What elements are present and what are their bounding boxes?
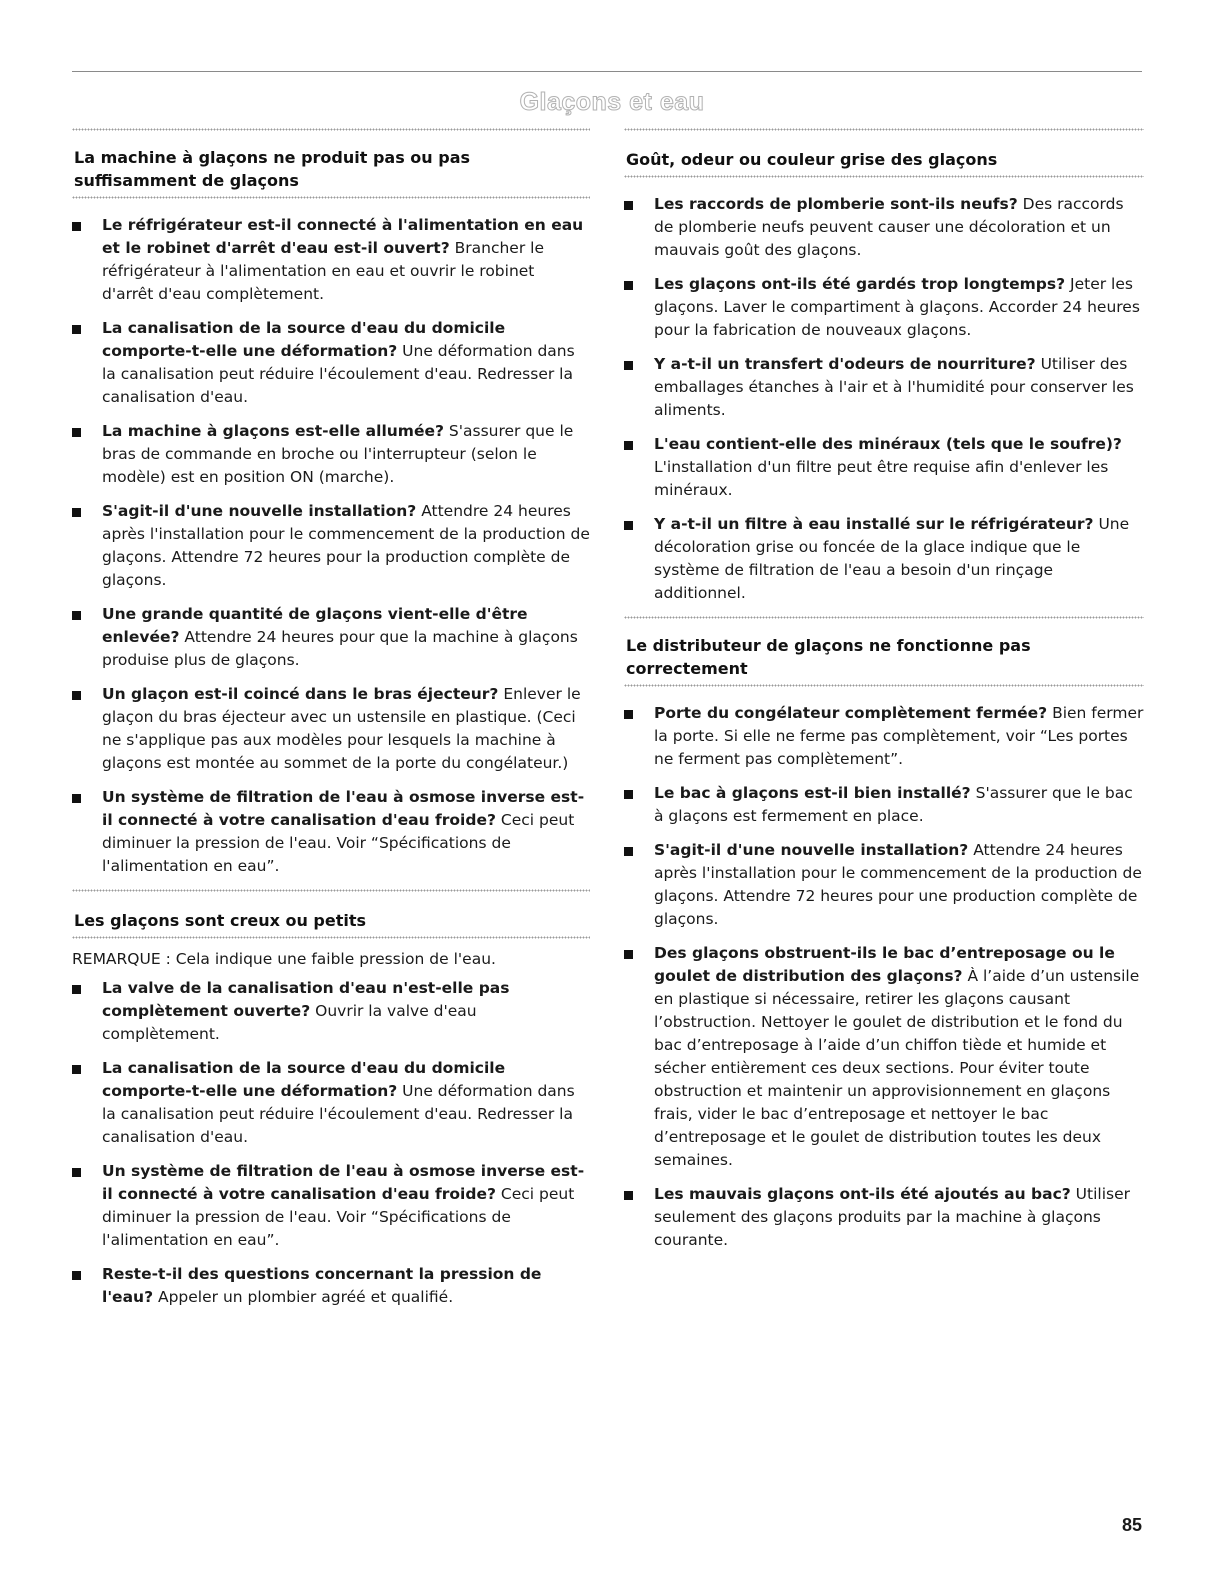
section-heading: Le distributeur de glaçons ne fonctionne pas correctement (626, 636, 1031, 678)
list-item (624, 353, 1144, 422)
list-item (72, 683, 590, 775)
list-item (72, 1160, 590, 1252)
item-question: Un glaçon est-il coincé dans le bras éjecteur? (102, 685, 499, 703)
page-number: 85 (1121, 1515, 1142, 1535)
item-answer: Appeler un plombier agréé et qualifié. (153, 1288, 454, 1306)
bullet-icon (624, 790, 633, 799)
section-taste-odor-color (624, 128, 1144, 605)
item-list (624, 193, 1144, 605)
section-rule-top (72, 128, 590, 132)
item-question: L'eau contient-elle des minéraux (tels que le soufre)? (654, 435, 1122, 453)
bullet-icon (72, 222, 81, 231)
bullet-icon (624, 1191, 633, 1200)
item-answer: Utiliser des emballages étanches à l'air et à l'humidité pour conserver les aliments. (654, 355, 1134, 419)
list-item (624, 273, 1144, 342)
item-answer: Ceci peut diminuer la pression de l'eau. Voir “Spécifications de l'alimentation en eau”. (102, 1185, 575, 1249)
item-question: Y a-t-il un filtre à eau installé sur le réfrigérateur? (654, 515, 1094, 533)
bullet-icon (72, 428, 81, 437)
item-answer: Attendre 24 heures après l'installation pour le commencement de la production de glaçons. Attendre 72 heures pour la production complète de glaçons. (102, 502, 590, 589)
list-item (624, 433, 1144, 502)
section-dispenser-not-working (624, 616, 1144, 1252)
list-item (624, 782, 1144, 828)
item-answer: S'assurer que le bac à glaçons est fermement en place. (654, 784, 1133, 825)
page-title: Glaçons et eau (519, 88, 705, 116)
item-list (72, 214, 590, 878)
bullet-icon (624, 281, 633, 290)
section-rule-top (624, 616, 1144, 620)
item-list (72, 977, 590, 1309)
list-item (72, 1057, 590, 1149)
item-question: Reste-t-il des questions concernant la pression de l'eau? (102, 1265, 542, 1306)
bullet-icon (624, 361, 633, 370)
list-item (624, 942, 1144, 1172)
item-question: Une grande quantité de glaçons vient-elle d'être enlevée? (102, 605, 528, 646)
item-answer: Une déformation dans la canalisation peut réduire l'écoulement d'eau. Redresser la canalisation d'eau. (102, 342, 575, 406)
item-answer: Jeter les glaçons. Laver le compartiment à glaçons. Accorder 24 heures pour la fabrication de nouveaux glaçons. (654, 275, 1140, 339)
item-answer: Attendre 24 heures après l'installation pour le commencement de la production de glaçons. Attendre 72 heures pour une production complète de glaçons. (654, 841, 1142, 928)
bullet-icon (624, 441, 633, 450)
list-item (624, 513, 1144, 605)
list-item (72, 977, 590, 1046)
section-heading: Goût, odeur ou couleur grise des glaçons (626, 150, 998, 169)
right-column (624, 128, 1144, 1263)
item-question: Un système de filtration de l'eau à osmose inverse est-il connecté à votre canalisation d'eau froide? (102, 788, 585, 829)
section-heading: La machine à glaçons ne produit pas ou pas suffisamment de glaçons (74, 148, 471, 190)
item-answer: L'installation d'un filtre peut être requise afin d'enlever les minéraux. (654, 458, 1109, 499)
item-question: La valve de la canalisation d'eau n'est-elle pas complètement ouverte? (102, 979, 510, 1020)
bullet-icon (624, 710, 633, 719)
item-question: S'agit-il d'une nouvelle installation? (654, 841, 969, 859)
bullet-icon (624, 950, 633, 959)
section-heading: Les glaçons sont creux ou petits (74, 911, 367, 930)
item-question: La machine à glaçons est-elle allumée? (102, 422, 444, 440)
bullet-icon (624, 521, 633, 530)
bullet-icon (72, 691, 81, 700)
bullet-icon (72, 1065, 81, 1074)
section-rule-bottom (72, 936, 590, 940)
section-rule-top (72, 889, 590, 893)
item-answer: Ceci peut diminuer la pression de l'eau. Voir “Spécifications de l'alimentation en eau”. (102, 811, 575, 875)
top-rule (72, 71, 1142, 72)
item-answer: S'assurer que le bras de commande en broche ou l'interrupteur (selon le modèle) est en position ON (marche). (102, 422, 574, 486)
section-ice-maker-not-producing (72, 128, 590, 878)
item-question: Des glaçons obstruent-ils le bac d’entreposage ou le goulet de distribution des glaçons? (654, 944, 1115, 985)
list-item (72, 1263, 590, 1309)
item-answer: Ouvrir la valve d'eau complètement. (102, 1002, 477, 1043)
list-item (624, 702, 1144, 771)
bullet-icon (72, 611, 81, 620)
item-question: Les glaçons ont-ils été gardés trop longtemps? (654, 275, 1066, 293)
bullet-icon (72, 325, 81, 334)
bullet-icon (72, 1168, 81, 1177)
item-answer: Une déformation dans la canalisation peut réduire l'écoulement d'eau. Redresser la canalisation d'eau. (102, 1082, 575, 1146)
list-item (72, 214, 590, 306)
list-item (72, 500, 590, 592)
section-rule-bottom (624, 684, 1144, 688)
bullet-icon (72, 508, 81, 517)
item-answer: Des raccords de plomberie neufs peuvent causer une décoloration et un mauvais goût des glaçons. (654, 195, 1124, 259)
item-list (624, 702, 1144, 1252)
list-item (72, 786, 590, 878)
item-question: Un système de filtration de l'eau à osmose inverse est-il connecté à votre canalisation d'eau froide? (102, 1162, 585, 1203)
item-answer: Attendre 24 heures pour que la machine à glaçons produise plus de glaçons. (102, 628, 578, 669)
item-question: Le réfrigérateur est-il connecté à l'alimentation en eau et le robinet d'arrêt d'eau est-il ouvert? (102, 216, 584, 257)
item-question: Y a-t-il un transfert d'odeurs de nourriture? (654, 355, 1036, 373)
bullet-icon (72, 1271, 81, 1280)
item-answer: À l’aide d’un ustensile en plastique si nécessaire, retirer les glaçons causant l’obstruction. Nettoyer le goulet de distribution et le fond du bac d’entreposage à l’aide d’un chiffon tiède et humide et sécher entièrement ces deux sections. Pour éviter toute obstruction et maintenir un approvisionnement en glaçons frais, vider le bac d’entreposage et nettoyer le bac d’entreposage et le goulet de distribution toutes les deux semaines. (654, 967, 1140, 1169)
list-item (72, 603, 590, 672)
item-answer: Brancher le réfrigérateur à l'alimentation en eau et ouvrir le robinet d'arrêt d'eau complètement. (102, 239, 544, 303)
bullet-icon (624, 201, 633, 210)
section-hollow-small-ice (72, 889, 590, 1309)
left-column (72, 128, 590, 1320)
item-answer: Une décoloration grise ou foncée de la glace indique que le système de filtration de l'eau a besoin d'un rinçage additionnel. (654, 515, 1130, 602)
item-answer: Bien fermer la porte. Si elle ne ferme pas complètement, voir “Les portes ne ferment pas complètement”. (654, 704, 1144, 768)
item-question: Le bac à glaçons est-il bien installé? (654, 784, 971, 802)
item-answer: Utiliser seulement des glaçons produits par la machine à glaçons courante. (654, 1185, 1131, 1249)
item-question: Les mauvais glaçons ont-ils été ajoutés au bac? (654, 1185, 1071, 1203)
list-item (624, 193, 1144, 262)
section-rule-bottom (72, 196, 590, 200)
item-question: S'agit-il d'une nouvelle installation? (102, 502, 417, 520)
section-rule-top (624, 128, 1144, 132)
list-item (72, 420, 590, 489)
item-question: La canalisation de la source d'eau du domicile comporte-t-elle une déformation? (102, 1059, 506, 1100)
bullet-icon (72, 794, 81, 803)
item-question: Les raccords de plomberie sont-ils neufs? (654, 195, 1018, 213)
list-item (624, 1183, 1144, 1252)
bullet-icon (72, 985, 81, 994)
item-question: Porte du congélateur complètement fermée? (654, 704, 1048, 722)
bullet-icon (624, 847, 633, 856)
note-text: REMARQUE : Cela indique une faible pression de l'eau. (72, 950, 496, 968)
list-item (72, 317, 590, 409)
list-item (624, 839, 1144, 931)
section-rule-bottom (624, 175, 1144, 179)
item-question: La canalisation de la source d'eau du domicile comporte-t-elle une déformation? (102, 319, 506, 360)
item-answer: Enlever le glaçon du bras éjecteur avec un ustensile en plastique. (Ceci ne s'applique pas aux modèles pour lesquels la machine à glaçons est montée au sommet de la porte du congélateur.) (102, 685, 581, 772)
